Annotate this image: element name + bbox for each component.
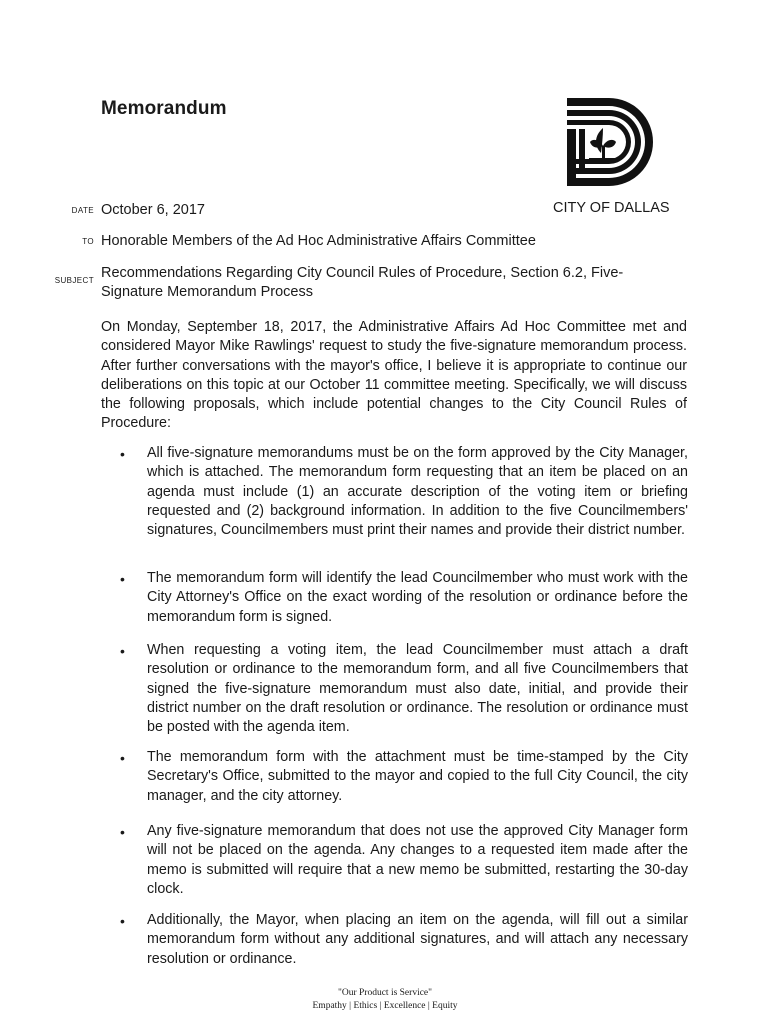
date-label: DATE: [71, 206, 94, 215]
to-value: Honorable Members of the Ad Hoc Administrative Affairs Committee: [101, 233, 536, 249]
list-item: The memorandum form will identify the lead Councilmember who must work with the City Attorney's Office on the exact wording of the resolution or ordinance before the memorandum form is signed.: [147, 570, 688, 625]
bullet-marker: •: [120, 643, 125, 659]
bullet-marker: •: [120, 571, 125, 587]
list-item: All five-signature memorandums must be on the form approved by the City Manager, which is attached. The memorandum form requesting that an item be placed on an agenda must include (1) an accurate description of the voting item or briefing requested and (2) background information. In addition to the five Councilmembers' signatures, Councilmembers must print their names and provide their district number.: [147, 445, 688, 539]
page-title: Memorandum: [101, 98, 227, 119]
footer-values: Empathy | Ethics | Excellence | Equity: [312, 1001, 458, 1011]
subject-label: SUBJECT: [54, 276, 94, 285]
intro-paragraph: On Monday, September 18, 2017, the Administrative Affairs Ad Hoc Committee met and considered Mayor Mike Rawlings' request to study the five-signature memorandum process. After further conversations with the mayor's office, I believe it is appropriate to continue our deliberations on this topic at our October 11 committee meeting. Specifically, we will discuss the following proposals, which include potential changes to the City Council Rules of Procedure:: [101, 319, 687, 432]
list-item: Additionally, the Mayor, when placing an item on the agenda, will fill out a similar memorandum form without any additional signatures, and will attach any necessary resolution or ordinance.: [147, 912, 688, 967]
bullet-marker: •: [120, 913, 125, 929]
list-item: The memorandum form with the attachment must be time-stamped by the City Secretary's Office, submitted to the mayor and copied to the full City Council, the city manager, and the city attorney.: [147, 749, 688, 804]
to-label: TO: [82, 237, 94, 246]
bullet-marker: •: [120, 750, 125, 766]
date-value: October 6, 2017: [101, 202, 205, 218]
list-item: When requesting a voting item, the lead Councilmember must attach a draft resolution or ordinance to the memorandum form, and all five Councilmembers that signed the five-signature memorandum must also date, initial, and provide their district number on the draft resolution or ordinance. The resolution or ordinance must be posted with the agenda item.: [147, 642, 688, 736]
list-item: Any five-signature memorandum that does not use the approved City Manager form will not be placed on the agenda. Any changes to a requested item made after the memo is submitted will require that a new memo be submitted, restarting the 30-day clock.: [147, 823, 688, 897]
bullet-marker: •: [120, 824, 125, 840]
subject-line-1: Recommendations Regarding City Council Rules of Procedure, Section 6.2, Five-: [101, 265, 624, 281]
bullet-marker: •: [120, 446, 125, 462]
footer-motto: "Our Product is Service": [337, 988, 433, 998]
subject-line-2: Signature Memorandum Process: [101, 284, 313, 300]
city-name: CITY OF DALLAS: [553, 200, 670, 216]
city-of-dallas-logo: [563, 96, 661, 188]
